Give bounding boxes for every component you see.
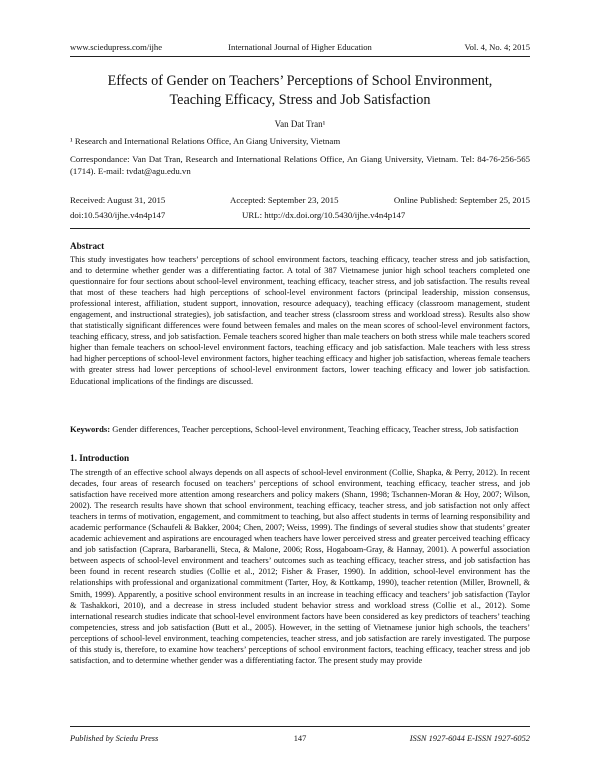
footer-rule — [70, 726, 530, 727]
doi-link[interactable]: doi:10.5430/ijhe.v4n4p147 — [70, 210, 166, 220]
page-number: 147 — [293, 734, 307, 743]
keywords-label: Keywords: — [70, 424, 111, 434]
volume-info: Vol. 4, No. 4; 2015 — [464, 42, 530, 52]
keywords — [70, 424, 530, 435]
introduction-text: The strength of an effective school always depends on all aspects of school-level environment (Collie, Shapka, & Perry, 2012). In recent decades, four areas of research focused on teachers’ perceptions of school environment, teaching efficacy, teacher stress, and job satisfaction have received more attention among researchers and policy makers (Shann, 1998; Tschannen-Moran & Hoy, 2007; Wilson, 2002). The research results have shown that school environment, teaching efficacy, teacher stress, and job satisfaction not only affect teachers in terms of motivation, engagement, and commitment to teaching, but also affect students in terms of learning responsibility and academic performance (Schaufeli & Bakker, 2004; Chen, 2007; Weiss, 1999). The findings of several studies show that students’ greater academic achievement and aspirations are encouraged when teachers have lower perceived stress and greater perceived teaching efficacy and job satisfaction (Caprara, Barbaranelli, Steca, & Malone, 2006; Ross, Hogaboam-Gray, & Hannay, 2001). A powerful association between aspects of school-level environment and teachers’ outcomes such as teaching efficacy, teacher stress, and job satisfaction has been found in recent research studies (Collie et al., 2012; Fisher & Fraser, 1990). In addition, school-level environment has the relationships with professional and organizational commitment (Tarter, Hoy, & Kottkamp, 1990), teacher retention (Miller, Brownell, & Smith, 1999). Apparently, a positive school environment results in an increase in teaching efficacy and teachers’ job satisfaction (Taylor & Tashakkori, 2010), and a decrease in stress included student behavior stress and workload stress (Collie et al., 2012). Some international research studies indicate that school-level environment factors have been considered as key predictors of teachers’ teaching competencies, stress and job satisfaction (Butt et al., 2005). However, in the setting of Vietnamese junior high schools, the teachers’ perceptions of school-level environment, teaching competencies, teacher stress, and job satisfaction are rarely investigated. The purpose of this study is, therefore, to examine how teachers’ perceptions of school environment factors, teaching efficacy, teacher stress and job satisfaction, and to determine whether gender was a differentiating factor. The present study may provide — [70, 468, 530, 665]
paper-title — [70, 72, 530, 110]
abstract-heading: Abstract — [70, 241, 105, 251]
journal-website[interactable]: www.sciedupress.com/ijhe — [70, 42, 163, 52]
publication-dates — [70, 194, 530, 206]
author-name: Van Dat Tran¹ — [274, 119, 326, 129]
article-links — [70, 209, 530, 221]
title-line-2: Teaching Efficacy, Stress and Job Satisfaction — [169, 92, 431, 108]
issn: ISSN 1927-6044 E-ISSN 1927-6052 — [409, 734, 530, 743]
published-date: Online Published: September 25, 2015 — [393, 195, 530, 205]
running-header — [70, 41, 530, 53]
title-line-1: Effects of Gender on Teachers’ Perceptions of School Environment, — [107, 73, 493, 89]
url-link[interactable]: URL: http://dx.doi.org/10.5430/ijhe.v4n4p147 — [242, 210, 406, 220]
introduction-heading: 1. Introduction — [70, 453, 130, 463]
header-rule — [70, 56, 530, 57]
page-footer — [70, 733, 530, 745]
journal-name: International Journal of Higher Education — [228, 42, 372, 52]
keywords-list: Gender differences, Teacher perceptions, School-level environment, Teaching efficacy, Teacher stress, Job satisfaction — [110, 424, 519, 434]
publisher: Published by Sciedu Press — [70, 734, 159, 743]
meta-rule — [70, 228, 530, 229]
accepted-date: Accepted: September 23, 2015 — [230, 195, 339, 205]
abstract-text: This study investigates how teachers’ perceptions of school environment factors, teaching efficacy, teacher stress and job satisfaction, and to determine whether gender was a differentiating factor. A total of 387 Vietnamese junior high school teachers completed one questionnaire for four sections about school-level environment, teaching efficacy, teacher stress, and job satisfaction. The results reveal that most of these teachers had high perceptions of school-level environment factors (principal leadership, mission consensus, professional interest, affiliation, student support, innovation, resource adequacy), teaching efficacy (classroom management, student engagement, and instructional strategies), job satisfaction, and teacher stress (classroom stress and workload stress). Results also show that statistically significant differences were found between females and males on the mean scores of school-level environment factors, teaching efficacy, stress, and job satisfaction. Female teachers scored higher than male teachers on both stress while male teachers scored higher than female teachers on school-level environment factors, teaching efficacy and job satisfaction. Male teachers with less stress had higher perceptions of school-level environment factors, higher teaching efficacy and higher job satisfaction, whereas female teachers with greater stress had lower perceptions of school-level environment factors, lower teaching efficacy and lower job satisfaction. Educational implications of the findings are discussed. — [70, 255, 530, 386]
affiliation: ¹ Research and International Relations Office, An Giang University, Vietnam — [70, 136, 341, 146]
received-date: Received: August 31, 2015 — [70, 195, 166, 205]
correspondence: Correspondance: Van Dat Tran, Research and International Relations Office, An Giang University, Vietnam. Tel: 84-76-256-565 (1714). E-mail: tvdat@agu.edu.vn — [70, 154, 530, 176]
